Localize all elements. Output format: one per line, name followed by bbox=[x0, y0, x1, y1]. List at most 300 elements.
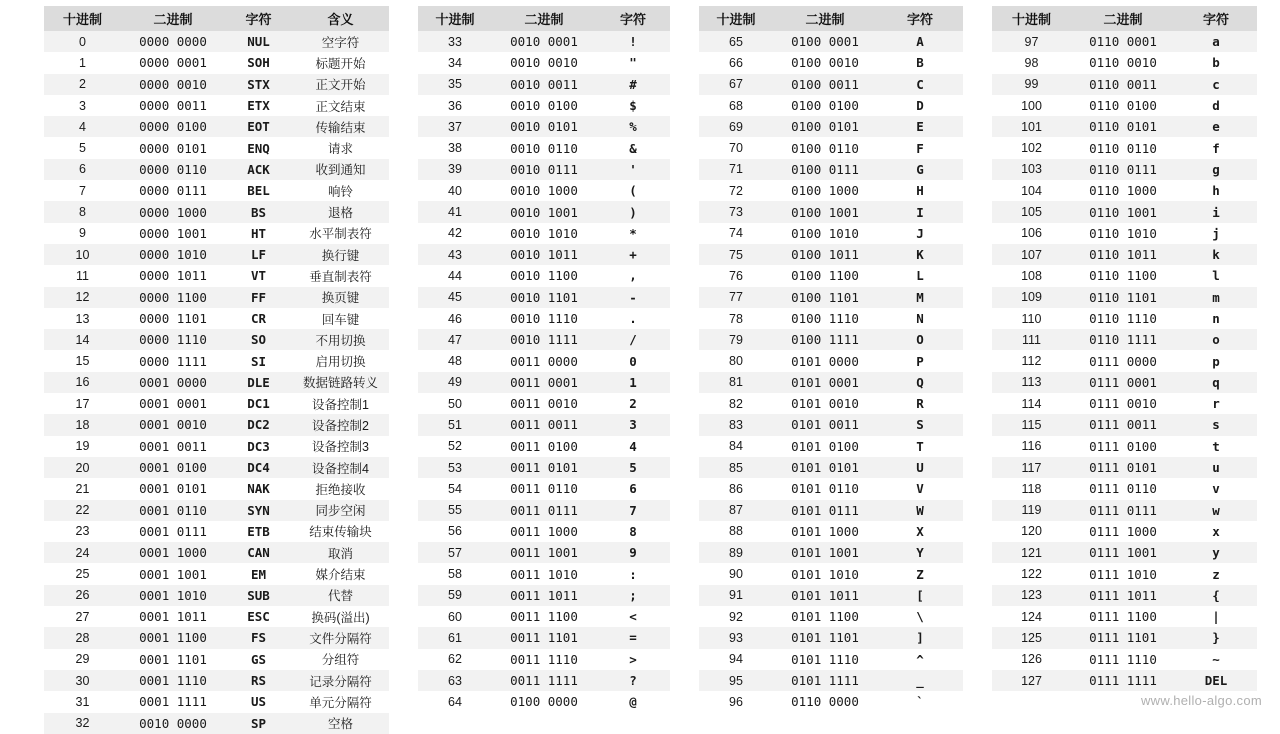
binary-cell: 0010 0010 bbox=[492, 52, 596, 73]
character-cell: EM bbox=[225, 563, 292, 584]
table-row bbox=[44, 223, 389, 244]
decimal-cell: 103 bbox=[992, 159, 1071, 180]
binary-cell: 0101 1010 bbox=[773, 563, 877, 584]
table-row bbox=[699, 223, 963, 244]
meaning-cell: 空字符 bbox=[292, 31, 389, 52]
character-cell: ESC bbox=[225, 606, 292, 627]
table-row bbox=[44, 52, 389, 73]
binary-cell: 0101 1011 bbox=[773, 585, 877, 606]
binary-cell: 0111 1101 bbox=[1071, 627, 1175, 648]
character-cell: ~ bbox=[1175, 649, 1257, 670]
decimal-cell: 81 bbox=[699, 372, 773, 393]
binary-cell: 0000 1111 bbox=[121, 350, 225, 371]
decimal-cell: 84 bbox=[699, 436, 773, 457]
table-row bbox=[418, 457, 670, 478]
decimal-cell: 82 bbox=[699, 393, 773, 414]
decimal-cell: 27 bbox=[44, 606, 121, 627]
character-cell: SO bbox=[225, 329, 292, 350]
table-row bbox=[992, 116, 1257, 137]
table-row bbox=[992, 308, 1257, 329]
decimal-cell: 51 bbox=[418, 414, 492, 435]
decimal-cell: 78 bbox=[699, 308, 773, 329]
decimal-cell: 45 bbox=[418, 287, 492, 308]
table-row bbox=[992, 287, 1257, 308]
decimal-cell: 39 bbox=[418, 159, 492, 180]
character-cell: } bbox=[1175, 627, 1257, 648]
decimal-cell: 55 bbox=[418, 500, 492, 521]
character-cell: n bbox=[1175, 308, 1257, 329]
decimal-cell: 114 bbox=[992, 393, 1071, 414]
binary-cell: 0100 0010 bbox=[773, 52, 877, 73]
decimal-cell: 44 bbox=[418, 265, 492, 286]
character-cell: . bbox=[596, 308, 670, 329]
decimal-cell: 124 bbox=[992, 606, 1071, 627]
table-row bbox=[992, 414, 1257, 435]
binary-cell: 0110 1101 bbox=[1071, 287, 1175, 308]
table-row bbox=[44, 691, 389, 712]
binary-cell: 0111 0110 bbox=[1071, 478, 1175, 499]
character-cell: v bbox=[1175, 478, 1257, 499]
table-row bbox=[992, 31, 1257, 52]
meaning-cell: 设备控制1 bbox=[292, 393, 389, 414]
decimal-cell: 96 bbox=[699, 691, 773, 712]
character-cell: SP bbox=[225, 713, 292, 734]
character-cell: t bbox=[1175, 436, 1257, 457]
decimal-cell: 37 bbox=[418, 116, 492, 137]
binary-cell: 0010 1010 bbox=[492, 223, 596, 244]
table-row bbox=[699, 159, 963, 180]
binary-cell: 0010 0111 bbox=[492, 159, 596, 180]
decimal-cell: 50 bbox=[418, 393, 492, 414]
decimal-cell: 79 bbox=[699, 329, 773, 350]
decimal-cell: 53 bbox=[418, 457, 492, 478]
binary-cell: 0101 1001 bbox=[773, 542, 877, 563]
decimal-cell: 104 bbox=[992, 180, 1071, 201]
character-cell: ? bbox=[596, 670, 670, 691]
table-row bbox=[418, 372, 670, 393]
character-cell: V bbox=[877, 478, 963, 499]
decimal-cell: 109 bbox=[992, 287, 1071, 308]
character-cell: VT bbox=[225, 265, 292, 286]
decimal-cell: 33 bbox=[418, 31, 492, 52]
binary-cell: 0001 0011 bbox=[121, 436, 225, 457]
decimal-cell: 8 bbox=[44, 201, 121, 222]
decimal-cell: 40 bbox=[418, 180, 492, 201]
meaning-cell: 传输结束 bbox=[292, 116, 389, 137]
binary-cell: 0011 0001 bbox=[492, 372, 596, 393]
binary-cell: 0100 0001 bbox=[773, 31, 877, 52]
character-cell: Q bbox=[877, 372, 963, 393]
decimal-cell: 66 bbox=[699, 52, 773, 73]
decimal-cell: 75 bbox=[699, 244, 773, 265]
binary-cell: 0101 1100 bbox=[773, 606, 877, 627]
decimal-cell: 4 bbox=[44, 116, 121, 137]
character-cell: CR bbox=[225, 308, 292, 329]
table-row bbox=[44, 649, 389, 670]
table-row bbox=[44, 180, 389, 201]
decimal-cell: 48 bbox=[418, 350, 492, 371]
decimal-cell: 22 bbox=[44, 500, 121, 521]
column-header: 十进制 bbox=[418, 6, 492, 31]
character-cell: SUB bbox=[225, 585, 292, 606]
binary-cell: 0111 0010 bbox=[1071, 393, 1175, 414]
table-row bbox=[992, 585, 1257, 606]
meaning-cell: 媒介结束 bbox=[292, 563, 389, 584]
meaning-cell: 换行键 bbox=[292, 244, 389, 265]
decimal-cell: 89 bbox=[699, 542, 773, 563]
table-row bbox=[44, 436, 389, 457]
column-header: 二进制 bbox=[121, 6, 225, 31]
table-row bbox=[418, 265, 670, 286]
character-cell: [ bbox=[877, 585, 963, 606]
binary-cell: 0110 1100 bbox=[1071, 265, 1175, 286]
table-row bbox=[44, 585, 389, 606]
binary-cell: 0110 1110 bbox=[1071, 308, 1175, 329]
decimal-cell: 0 bbox=[44, 31, 121, 52]
decimal-cell: 126 bbox=[992, 649, 1071, 670]
decimal-cell: 70 bbox=[699, 137, 773, 158]
binary-cell: 0000 1100 bbox=[121, 287, 225, 308]
column-header: 十进制 bbox=[992, 6, 1071, 31]
column-header: 字符 bbox=[1175, 6, 1257, 31]
character-cell: ENQ bbox=[225, 137, 292, 158]
character-cell: m bbox=[1175, 287, 1257, 308]
binary-cell: 0001 1000 bbox=[121, 542, 225, 563]
table-row bbox=[44, 457, 389, 478]
binary-cell: 0001 0101 bbox=[121, 478, 225, 499]
character-cell: CAN bbox=[225, 542, 292, 563]
decimal-cell: 69 bbox=[699, 116, 773, 137]
decimal-cell: 15 bbox=[44, 350, 121, 371]
character-cell: F bbox=[877, 137, 963, 158]
binary-cell: 0110 1001 bbox=[1071, 201, 1175, 222]
decimal-cell: 1 bbox=[44, 52, 121, 73]
decimal-cell: 74 bbox=[699, 223, 773, 244]
table-row bbox=[44, 74, 389, 95]
character-cell: LF bbox=[225, 244, 292, 265]
table-row bbox=[44, 393, 389, 414]
binary-cell: 0011 1110 bbox=[492, 649, 596, 670]
character-cell: o bbox=[1175, 329, 1257, 350]
binary-cell: 0000 1101 bbox=[121, 308, 225, 329]
character-cell: L bbox=[877, 265, 963, 286]
character-cell: d bbox=[1175, 95, 1257, 116]
decimal-cell: 5 bbox=[44, 137, 121, 158]
character-cell: ; bbox=[596, 585, 670, 606]
character-cell: C bbox=[877, 74, 963, 95]
table-row bbox=[418, 393, 670, 414]
decimal-cell: 90 bbox=[699, 563, 773, 584]
decimal-cell: 62 bbox=[418, 649, 492, 670]
table-row bbox=[699, 265, 963, 286]
meaning-cell: 正文开始 bbox=[292, 74, 389, 95]
table-row bbox=[418, 74, 670, 95]
binary-cell: 0011 1101 bbox=[492, 627, 596, 648]
character-cell: { bbox=[1175, 585, 1257, 606]
ascii-table-2 bbox=[418, 6, 670, 713]
character-cell: S bbox=[877, 414, 963, 435]
binary-cell: 0011 1100 bbox=[492, 606, 596, 627]
table-row bbox=[44, 521, 389, 542]
table-row bbox=[992, 265, 1257, 286]
table-row bbox=[992, 223, 1257, 244]
decimal-cell: 7 bbox=[44, 180, 121, 201]
binary-cell: 0111 1010 bbox=[1071, 563, 1175, 584]
decimal-cell: 2 bbox=[44, 74, 121, 95]
table-row bbox=[992, 436, 1257, 457]
character-cell: US bbox=[225, 691, 292, 712]
binary-cell: 0101 1101 bbox=[773, 627, 877, 648]
decimal-cell: 14 bbox=[44, 329, 121, 350]
binary-cell: 0001 0000 bbox=[121, 372, 225, 393]
decimal-cell: 56 bbox=[418, 521, 492, 542]
binary-cell: 0100 1000 bbox=[773, 180, 877, 201]
table-row bbox=[418, 478, 670, 499]
binary-cell: 0010 0000 bbox=[121, 713, 225, 734]
binary-cell: 0000 0101 bbox=[121, 137, 225, 158]
decimal-cell: 121 bbox=[992, 542, 1071, 563]
character-cell: 2 bbox=[596, 393, 670, 414]
binary-cell: 0111 0101 bbox=[1071, 457, 1175, 478]
character-cell: + bbox=[596, 244, 670, 265]
binary-cell: 0000 1010 bbox=[121, 244, 225, 265]
character-cell: 7 bbox=[596, 500, 670, 521]
decimal-cell: 115 bbox=[992, 414, 1071, 435]
binary-cell: 0011 1010 bbox=[492, 563, 596, 584]
binary-cell: 0001 1111 bbox=[121, 691, 225, 712]
character-cell: b bbox=[1175, 52, 1257, 73]
decimal-cell: 118 bbox=[992, 478, 1071, 499]
character-cell: M bbox=[877, 287, 963, 308]
decimal-cell: 105 bbox=[992, 201, 1071, 222]
table-row bbox=[699, 414, 963, 435]
binary-cell: 0110 0011 bbox=[1071, 74, 1175, 95]
table-row bbox=[44, 31, 389, 52]
character-cell: & bbox=[596, 137, 670, 158]
decimal-cell: 122 bbox=[992, 563, 1071, 584]
table-row bbox=[418, 244, 670, 265]
decimal-cell: 83 bbox=[699, 414, 773, 435]
binary-cell: 0000 1001 bbox=[121, 223, 225, 244]
character-cell: $ bbox=[596, 95, 670, 116]
character-cell: G bbox=[877, 159, 963, 180]
binary-cell: 0010 1000 bbox=[492, 180, 596, 201]
decimal-cell: 123 bbox=[992, 585, 1071, 606]
character-cell: Y bbox=[877, 542, 963, 563]
column-header: 二进制 bbox=[1071, 6, 1175, 31]
character-cell: s bbox=[1175, 414, 1257, 435]
decimal-cell: 63 bbox=[418, 670, 492, 691]
table-row bbox=[992, 670, 1257, 691]
character-cell: O bbox=[877, 329, 963, 350]
character-cell: I bbox=[877, 201, 963, 222]
character-cell: HT bbox=[225, 223, 292, 244]
character-cell: N bbox=[877, 308, 963, 329]
character-cell: q bbox=[1175, 372, 1257, 393]
decimal-cell: 3 bbox=[44, 95, 121, 116]
column-header: 含义 bbox=[292, 6, 389, 31]
table-row bbox=[992, 478, 1257, 499]
binary-cell: 0000 1000 bbox=[121, 201, 225, 222]
table-row bbox=[418, 287, 670, 308]
table-row bbox=[699, 585, 963, 606]
meaning-cell: 空格 bbox=[292, 713, 389, 734]
decimal-cell: 42 bbox=[418, 223, 492, 244]
decimal-cell: 16 bbox=[44, 372, 121, 393]
table-row bbox=[992, 372, 1257, 393]
character-cell: * bbox=[596, 223, 670, 244]
decimal-cell: 119 bbox=[992, 500, 1071, 521]
binary-cell: 0100 1110 bbox=[773, 308, 877, 329]
binary-cell: 0000 0000 bbox=[121, 31, 225, 52]
table-row bbox=[699, 180, 963, 201]
decimal-cell: 116 bbox=[992, 436, 1071, 457]
binary-cell: 0111 1000 bbox=[1071, 521, 1175, 542]
decimal-cell: 13 bbox=[44, 308, 121, 329]
character-cell: 1 bbox=[596, 372, 670, 393]
table-row bbox=[418, 691, 670, 712]
binary-cell: 0010 1011 bbox=[492, 244, 596, 265]
character-cell: FS bbox=[225, 627, 292, 648]
decimal-cell: 47 bbox=[418, 329, 492, 350]
decimal-cell: 35 bbox=[418, 74, 492, 95]
table-row bbox=[699, 521, 963, 542]
character-cell: FF bbox=[225, 287, 292, 308]
decimal-cell: 117 bbox=[992, 457, 1071, 478]
meaning-cell: 单元分隔符 bbox=[292, 691, 389, 712]
character-cell: DC4 bbox=[225, 457, 292, 478]
decimal-cell: 34 bbox=[418, 52, 492, 73]
binary-cell: 0111 1100 bbox=[1071, 606, 1175, 627]
meaning-cell: 文件分隔符 bbox=[292, 627, 389, 648]
character-cell: i bbox=[1175, 201, 1257, 222]
table-row bbox=[418, 500, 670, 521]
decimal-cell: 107 bbox=[992, 244, 1071, 265]
binary-cell: 0111 0111 bbox=[1071, 500, 1175, 521]
character-cell: 3 bbox=[596, 414, 670, 435]
character-cell: BS bbox=[225, 201, 292, 222]
character-cell: ! bbox=[596, 31, 670, 52]
table-row bbox=[699, 201, 963, 222]
character-cell: DC3 bbox=[225, 436, 292, 457]
character-cell: BEL bbox=[225, 180, 292, 201]
decimal-cell: 60 bbox=[418, 606, 492, 627]
table-row bbox=[699, 670, 963, 691]
decimal-cell: 112 bbox=[992, 350, 1071, 371]
binary-cell: 0100 0101 bbox=[773, 116, 877, 137]
meaning-cell: 取消 bbox=[292, 542, 389, 563]
character-cell: 8 bbox=[596, 521, 670, 542]
binary-cell: 0011 0110 bbox=[492, 478, 596, 499]
binary-cell: 0110 1111 bbox=[1071, 329, 1175, 350]
character-cell: | bbox=[1175, 606, 1257, 627]
table-row bbox=[44, 201, 389, 222]
column-header: 二进制 bbox=[773, 6, 877, 31]
binary-cell: 0110 0010 bbox=[1071, 52, 1175, 73]
table-row bbox=[44, 372, 389, 393]
character-cell: SOH bbox=[225, 52, 292, 73]
binary-cell: 0001 1001 bbox=[121, 563, 225, 584]
character-cell: x bbox=[1175, 521, 1257, 542]
binary-cell: 0100 0100 bbox=[773, 95, 877, 116]
table-row bbox=[699, 542, 963, 563]
table-row bbox=[418, 649, 670, 670]
table-row bbox=[44, 478, 389, 499]
character-cell: GS bbox=[225, 649, 292, 670]
meaning-cell: 分组符 bbox=[292, 649, 389, 670]
character-cell: T bbox=[877, 436, 963, 457]
binary-cell: 0101 0111 bbox=[773, 500, 877, 521]
table-row bbox=[44, 563, 389, 584]
table-row bbox=[418, 116, 670, 137]
binary-cell: 0111 1001 bbox=[1071, 542, 1175, 563]
decimal-cell: 10 bbox=[44, 244, 121, 265]
decimal-cell: 99 bbox=[992, 74, 1071, 95]
character-cell: ( bbox=[596, 180, 670, 201]
table-row bbox=[418, 308, 670, 329]
binary-cell: 0010 0110 bbox=[492, 137, 596, 158]
table-row bbox=[44, 159, 389, 180]
table-row bbox=[418, 350, 670, 371]
decimal-cell: 86 bbox=[699, 478, 773, 499]
table-row bbox=[418, 436, 670, 457]
decimal-cell: 23 bbox=[44, 521, 121, 542]
meaning-cell: 收到通知 bbox=[292, 159, 389, 180]
binary-cell: 0111 0100 bbox=[1071, 436, 1175, 457]
decimal-cell: 113 bbox=[992, 372, 1071, 393]
character-cell: @ bbox=[596, 691, 670, 712]
binary-cell: 0000 1110 bbox=[121, 329, 225, 350]
decimal-cell: 85 bbox=[699, 457, 773, 478]
character-cell: 5 bbox=[596, 457, 670, 478]
meaning-cell: 响铃 bbox=[292, 180, 389, 201]
decimal-cell: 92 bbox=[699, 606, 773, 627]
table-row bbox=[44, 329, 389, 350]
binary-cell: 0000 0100 bbox=[121, 116, 225, 137]
binary-cell: 0111 0011 bbox=[1071, 414, 1175, 435]
meaning-cell: 水平制表符 bbox=[292, 223, 389, 244]
table-row bbox=[44, 414, 389, 435]
character-cell: _ bbox=[877, 670, 963, 691]
table-row bbox=[44, 670, 389, 691]
character-cell: R bbox=[877, 393, 963, 414]
table-row bbox=[44, 542, 389, 563]
table-row bbox=[699, 691, 963, 712]
meaning-cell: 换页键 bbox=[292, 287, 389, 308]
character-cell: P bbox=[877, 350, 963, 371]
meaning-cell: 拒绝接收 bbox=[292, 478, 389, 499]
decimal-cell: 97 bbox=[992, 31, 1071, 52]
meaning-cell: 设备控制3 bbox=[292, 436, 389, 457]
binary-cell: 0100 0110 bbox=[773, 137, 877, 158]
ascii-table-3 bbox=[699, 6, 963, 713]
binary-cell: 0110 0101 bbox=[1071, 116, 1175, 137]
character-cell: c bbox=[1175, 74, 1257, 95]
decimal-cell: 64 bbox=[418, 691, 492, 712]
meaning-cell: 请求 bbox=[292, 137, 389, 158]
table-row bbox=[699, 393, 963, 414]
binary-cell: 0010 0100 bbox=[492, 95, 596, 116]
table-row bbox=[418, 52, 670, 73]
table-row bbox=[418, 414, 670, 435]
binary-cell: 0110 1000 bbox=[1071, 180, 1175, 201]
table-row bbox=[699, 606, 963, 627]
table-row bbox=[44, 308, 389, 329]
character-cell: r bbox=[1175, 393, 1257, 414]
decimal-cell: 95 bbox=[699, 670, 773, 691]
binary-cell: 0100 1010 bbox=[773, 223, 877, 244]
decimal-cell: 67 bbox=[699, 74, 773, 95]
